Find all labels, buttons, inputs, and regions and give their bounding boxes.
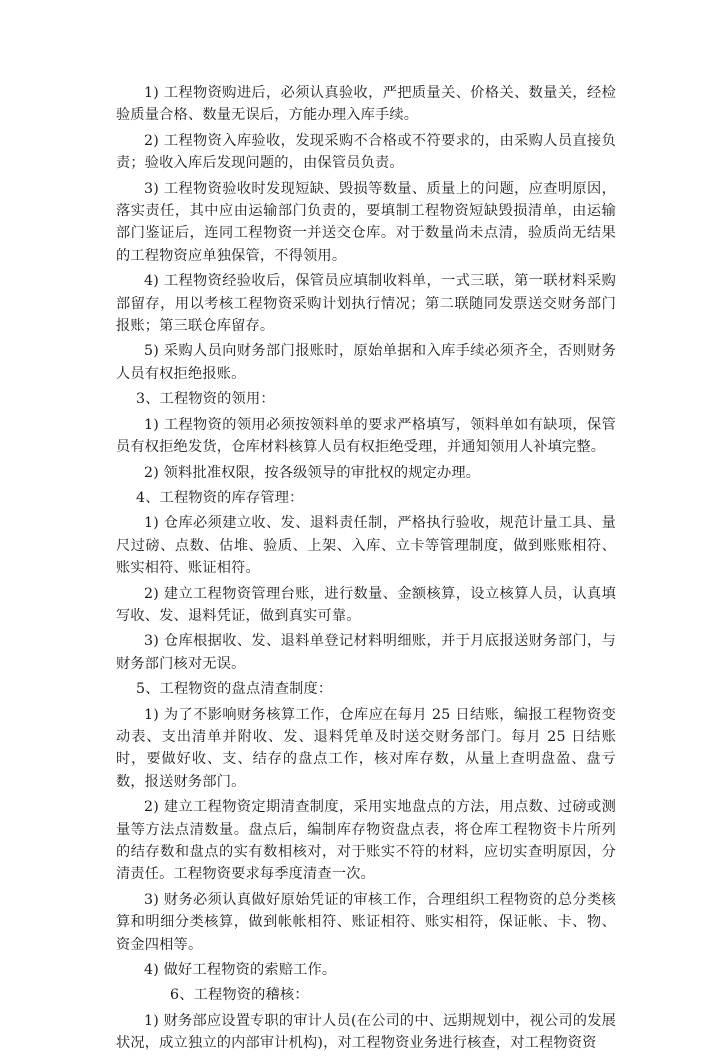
document-page	[116, 82, 616, 1058]
section-heading: 4、工程物资的库存管理：	[136, 489, 304, 506]
section-heading: 5、工程物资的盘点清查制度：	[136, 681, 333, 698]
section-heading: 6、工程物资的稽核：	[170, 987, 309, 1004]
paragraph: 1) 仓库必须建立收、发、退料责任制，严格执行验收，规范计量工具、量尺过磅、点数、估堆、验质、上架、入库、立卡等管理制度，做到账账相符、账实相符、账证相符。	[116, 515, 616, 577]
paragraph: 3) 仓库根据收、发、退料单登记材料明细账，并于月底报送财务部门，与财务部门核对无误。	[116, 633, 616, 672]
paragraph: 2) 建立工程物资定期清查制度，采用实地盘点的方法，用点数、过磅或测量等方法点清数量。盘点后，编制库存物资盘点表，将仓库工程物资卡片所列的结存数和盘点的实有数相核对，对于账实不符的材料，应切实查明原因，分清责任。工程物资要求每季度清查一次。	[116, 799, 616, 883]
paragraph: 4) 做好工程物资的索赔工作。	[144, 962, 337, 979]
paragraph: 5) 采购人员向财务部门报账时，原始单据和入库手续必须齐全，否则财务人员有权拒绝报账。	[116, 343, 616, 382]
paragraph: 4) 工程物资经验收后，保管员应填制收料单，一式三联，第一联材料采购部留存，用以考核工程物资采购计划执行情况；第二联随同发票送交财务部门报账；第三联仓库留存。	[116, 273, 616, 335]
paragraph: 3) 工程物资验收时发现短缺、毁损等数量、质量上的问题，应查明原因，落实责任，其中应由运输部门负责的，要填制工程物资短缺毁损清单，由运输部门鉴证后，连同工程物资一并送交仓库。对于数量尚未点清，验质尚无结果的工程物资应单独保管，不得领用。	[116, 180, 616, 264]
paragraph: 1) 工程物资购进后，必须认真验收，严把质量关、价格关、数量关，经检验质量合格、数量无误后，方能办理入库手续。	[116, 85, 616, 124]
paragraph: 1) 财务部应设置专职的审计人员(在公司的中、远期规划中，视公司的发展状况，成立独立的内部审计机构)，对工程物资业务进行核查，对工程物资资	[116, 1012, 616, 1052]
paragraph: 1) 为了不影响财务核算工作，仓库应在每月 25 日结账，编报工程物资变动表、支出清单并附收、发、退料凭单及时送交财务部门。每月 25 日结账时，要做好收、支、结存的盘点工作，核对库存数，从量上查明盘盈、盘亏数，报送财务部门。	[116, 706, 616, 790]
paragraph: 2) 领料批准权限，按各级领导的审批权的规定办理。	[144, 464, 481, 481]
paragraph: 3) 财务必须认真做好原始凭证的审核工作，合理组织工程物资的总分类核算和明细分类核算，做到帐帐相符、账证相符、账实相符，保证帐、卡、物、资金四相等。	[116, 891, 616, 953]
paragraph: 2) 工程物资入库验收，发现采购不合格或不符要求的，由采购人员直接负责；验收入库后发现问题的，由保管员负责。	[116, 132, 616, 172]
section-heading: 3、工程物资的领用：	[136, 391, 275, 408]
paragraph: 2) 建立工程物资管理台账，进行数量、金额核算，设立核算人员，认真填写收、发、退料凭证，做到真实可靠。	[116, 585, 616, 624]
paragraph: 1) 工程物资的领用必须按领料单的要求严格填写，领料单如有缺项，保管员有权拒绝发货，仓库材料核算人员有权拒绝受理，并通知领用人补填完整。	[116, 416, 616, 456]
